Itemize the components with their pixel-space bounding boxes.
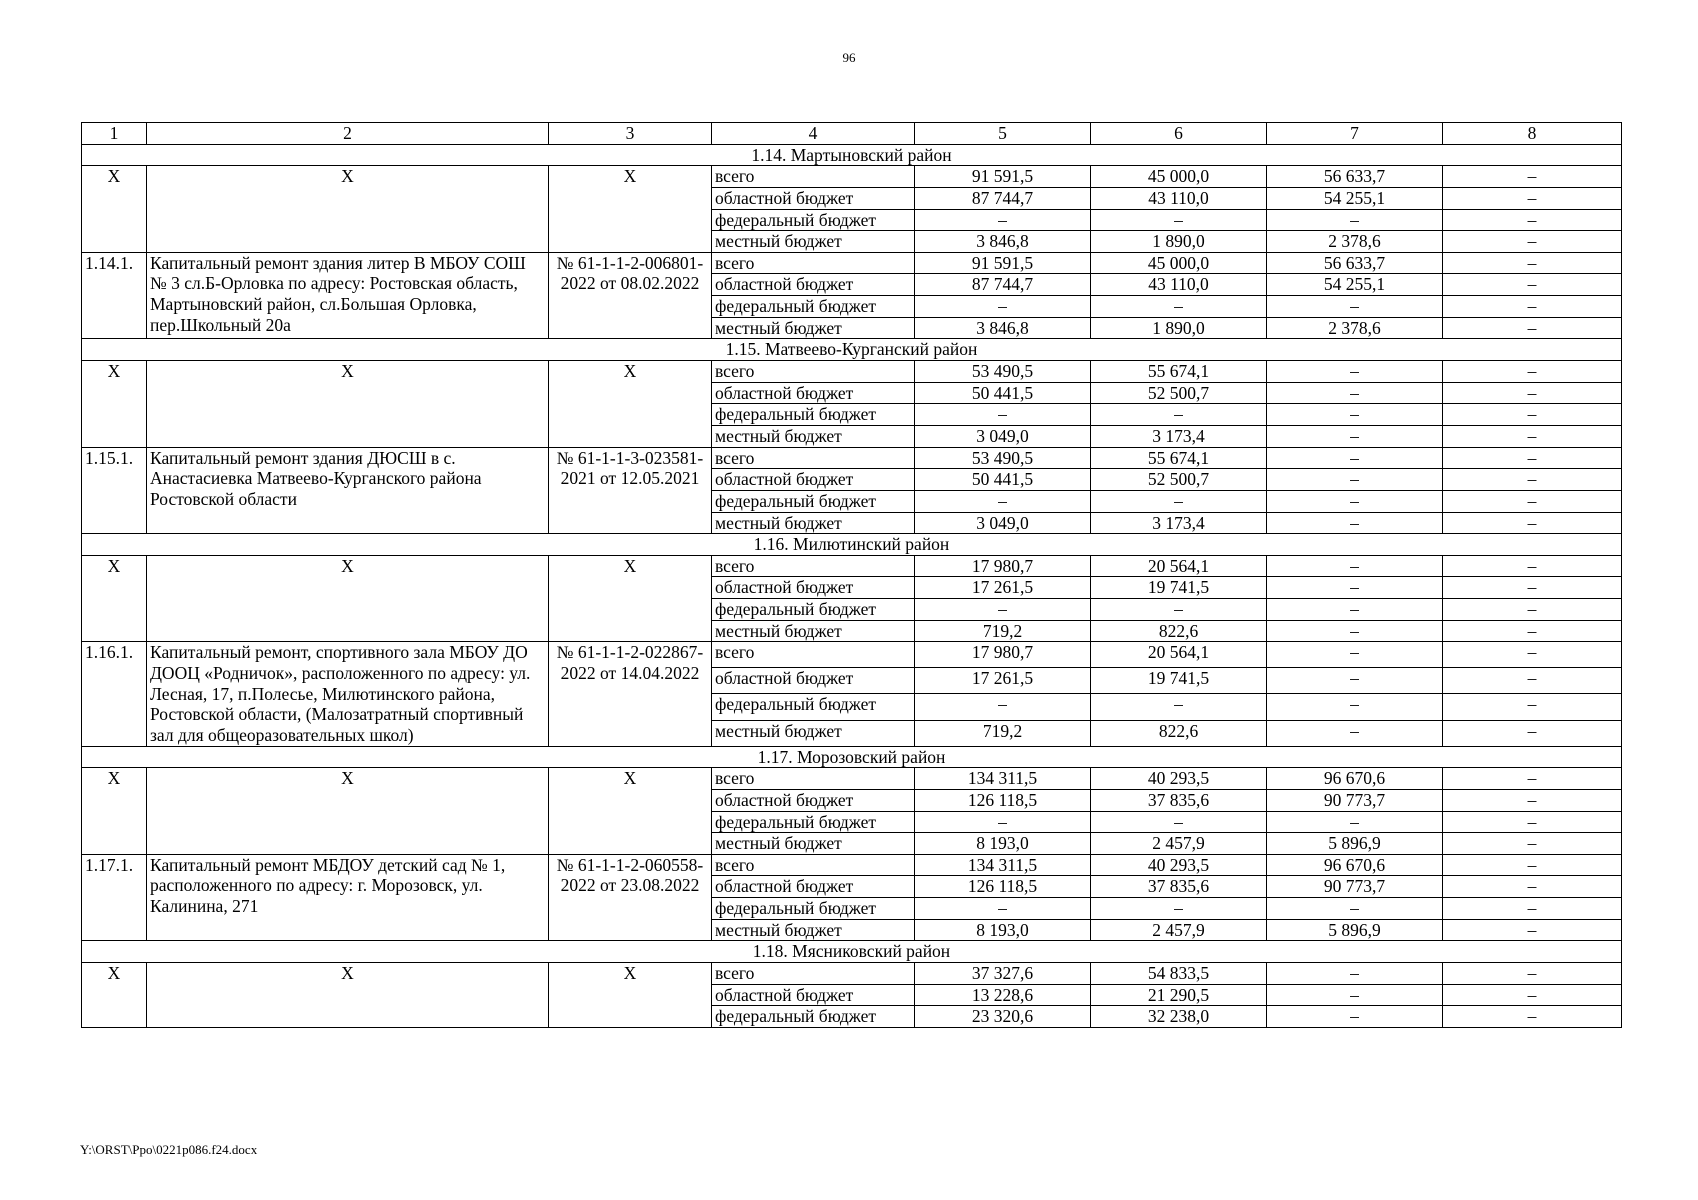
column-header: 7 xyxy=(1267,123,1443,145)
column-header: 1 xyxy=(82,123,147,145)
budget-type-label: федеральный бюджет xyxy=(712,694,915,720)
value-cell: – xyxy=(1267,469,1443,491)
x-mark: Х xyxy=(147,166,549,253)
value-cell: – xyxy=(1267,425,1443,447)
value-cell: – xyxy=(1267,642,1443,668)
value-cell: 17 261,5 xyxy=(915,577,1091,599)
value-cell: 3 049,0 xyxy=(915,512,1091,534)
budget-type-label: федеральный бюджет xyxy=(712,599,915,621)
value-cell: – xyxy=(1267,599,1443,621)
value-cell: – xyxy=(1091,296,1267,318)
budget-type-label: областной бюджет xyxy=(712,577,915,599)
item-document: № 61-1-1-2-006801-2022 от 08.02.2022 xyxy=(549,252,712,339)
budget-type-label: местный бюджет xyxy=(712,317,915,339)
section-header-row xyxy=(82,534,1622,556)
value-cell: – xyxy=(1267,694,1443,720)
value-cell: 37 327,6 xyxy=(915,962,1091,984)
budget-type-label: областной бюджет xyxy=(712,274,915,296)
budget-type-label: местный бюджет xyxy=(712,620,915,642)
value-cell: – xyxy=(1443,187,1622,209)
budget-type-label: всего xyxy=(712,252,915,274)
value-cell: 54 833,5 xyxy=(1091,962,1267,984)
x-mark: Х xyxy=(147,555,549,642)
value-cell: – xyxy=(1443,854,1622,876)
value-cell: 126 118,5 xyxy=(915,876,1091,898)
value-cell: – xyxy=(1267,984,1443,1006)
table-row xyxy=(82,962,1622,984)
value-cell: 1 890,0 xyxy=(1091,231,1267,253)
value-cell: 3 846,8 xyxy=(915,317,1091,339)
value-cell: – xyxy=(1267,512,1443,534)
value-cell: – xyxy=(1443,668,1622,694)
section-header-row xyxy=(82,144,1622,166)
budget-type-label: местный бюджет xyxy=(712,720,915,746)
table-row xyxy=(82,447,1622,469)
value-cell: 43 110,0 xyxy=(1091,187,1267,209)
value-cell: 91 591,5 xyxy=(915,252,1091,274)
value-cell: 5 896,9 xyxy=(1267,919,1443,941)
value-cell: – xyxy=(915,490,1091,512)
value-cell: – xyxy=(1443,512,1622,534)
value-cell: – xyxy=(1443,404,1622,426)
value-cell: – xyxy=(1091,898,1267,920)
value-cell: – xyxy=(1443,209,1622,231)
value-cell: – xyxy=(1091,490,1267,512)
x-mark: Х xyxy=(549,361,712,448)
value-cell: – xyxy=(1443,1006,1622,1028)
value-cell: – xyxy=(1091,599,1267,621)
budget-type-label: федеральный бюджет xyxy=(712,404,915,426)
value-cell: 3 173,4 xyxy=(1091,512,1267,534)
column-header: 2 xyxy=(147,123,549,145)
table-row xyxy=(82,166,1622,188)
value-cell: 45 000,0 xyxy=(1091,166,1267,188)
value-cell: 17 261,5 xyxy=(915,668,1091,694)
budget-type-label: областной бюджет xyxy=(712,469,915,491)
value-cell: 2 457,9 xyxy=(1091,919,1267,941)
value-cell: – xyxy=(1443,833,1622,855)
value-cell: – xyxy=(1267,296,1443,318)
x-mark: Х xyxy=(82,962,147,1027)
budget-type-label: всего xyxy=(712,962,915,984)
value-cell: – xyxy=(1267,361,1443,383)
value-cell: 3 846,8 xyxy=(915,231,1091,253)
x-mark: Х xyxy=(549,555,712,642)
value-cell: – xyxy=(915,209,1091,231)
budget-type-label: всего xyxy=(712,166,915,188)
budget-type-label: областной бюджет xyxy=(712,382,915,404)
section-title: 1.17. Морозовский район xyxy=(82,746,1622,768)
value-cell: – xyxy=(1443,599,1622,621)
value-cell: 50 441,5 xyxy=(915,469,1091,491)
value-cell: – xyxy=(1267,962,1443,984)
value-cell: 52 500,7 xyxy=(1091,469,1267,491)
budget-type-label: местный бюджет xyxy=(712,231,915,253)
budget-type-label: областной бюджет xyxy=(712,668,915,694)
value-cell: – xyxy=(1443,166,1622,188)
value-cell: 32 238,0 xyxy=(1091,1006,1267,1028)
value-cell: 20 564,1 xyxy=(1091,642,1267,668)
value-cell: 54 255,1 xyxy=(1267,187,1443,209)
value-cell: – xyxy=(1091,694,1267,720)
value-cell: – xyxy=(1443,962,1622,984)
item-description: Капитальный ремонт здания ДЮСШ в с. Анастасиевка Матвеево-Курганского района Ростовской области xyxy=(147,447,549,534)
value-cell: – xyxy=(915,898,1091,920)
value-cell: 719,2 xyxy=(915,620,1091,642)
x-mark: Х xyxy=(82,166,147,253)
x-mark: Х xyxy=(147,962,549,1027)
section-title: 1.15. Матвеево-Курганский район xyxy=(82,339,1622,361)
value-cell: 54 255,1 xyxy=(1267,274,1443,296)
budget-type-label: федеральный бюджет xyxy=(712,811,915,833)
value-cell: – xyxy=(1443,317,1622,339)
value-cell: 90 773,7 xyxy=(1267,876,1443,898)
budget-type-label: областной бюджет xyxy=(712,984,915,1006)
value-cell: 719,2 xyxy=(915,720,1091,746)
value-cell: 37 835,6 xyxy=(1091,876,1267,898)
value-cell: – xyxy=(1443,425,1622,447)
value-cell: – xyxy=(1267,447,1443,469)
value-cell: 53 490,5 xyxy=(915,447,1091,469)
header-row xyxy=(82,123,1622,145)
value-cell: – xyxy=(1443,789,1622,811)
x-mark: Х xyxy=(549,962,712,1027)
value-cell: 55 674,1 xyxy=(1091,447,1267,469)
column-header: 4 xyxy=(712,123,915,145)
item-description: Капитальный ремонт здания литер В МБОУ СОШ № 3 сл.Б-Орловка по адресу: Ростовская область, Мартыновский район, сл.Большая Орловка, пер.Школьный 20а xyxy=(147,252,549,339)
x-mark: Х xyxy=(147,768,549,855)
value-cell: 53 490,5 xyxy=(915,361,1091,383)
value-cell: – xyxy=(1443,811,1622,833)
value-cell: – xyxy=(1443,577,1622,599)
item-description: Капитальный ремонт МБДОУ детский сад № 1, расположенного по адресу: г. Морозовск, ул. Калинина, 271 xyxy=(147,854,549,941)
item-document: № 61-1-1-2-060558-2022 от 23.08.2022 xyxy=(549,854,712,941)
value-cell: – xyxy=(1091,209,1267,231)
value-cell: – xyxy=(1443,296,1622,318)
item-document: № 61-1-1-2-022867-2022 от 14.04.2022 xyxy=(549,642,712,746)
value-cell: – xyxy=(1443,984,1622,1006)
budget-type-label: местный бюджет xyxy=(712,919,915,941)
budget-type-label: всего xyxy=(712,555,915,577)
value-cell: 822,6 xyxy=(1091,620,1267,642)
section-header-row xyxy=(82,339,1622,361)
value-cell: 91 591,5 xyxy=(915,166,1091,188)
value-cell: 2 457,9 xyxy=(1091,833,1267,855)
value-cell: 3 049,0 xyxy=(915,425,1091,447)
value-cell: 56 633,7 xyxy=(1267,166,1443,188)
x-mark: Х xyxy=(147,361,549,448)
value-cell: – xyxy=(1267,898,1443,920)
value-cell: – xyxy=(1267,577,1443,599)
budget-type-label: всего xyxy=(712,447,915,469)
item-number: 1.17.1. xyxy=(82,854,147,941)
value-cell: 17 980,7 xyxy=(915,555,1091,577)
value-cell: – xyxy=(1443,876,1622,898)
value-cell: 8 193,0 xyxy=(915,919,1091,941)
value-cell: – xyxy=(1443,490,1622,512)
budget-type-label: местный бюджет xyxy=(712,512,915,534)
value-cell: 3 173,4 xyxy=(1091,425,1267,447)
table-row xyxy=(82,768,1622,790)
section-title: 1.18. Мясниковский район xyxy=(82,941,1622,963)
value-cell: – xyxy=(1091,404,1267,426)
value-cell: – xyxy=(1267,620,1443,642)
x-mark: Х xyxy=(549,768,712,855)
value-cell: 17 980,7 xyxy=(915,642,1091,668)
value-cell: 37 835,6 xyxy=(1091,789,1267,811)
value-cell: 56 633,7 xyxy=(1267,252,1443,274)
value-cell: – xyxy=(1443,361,1622,383)
value-cell: 19 741,5 xyxy=(1091,577,1267,599)
value-cell: – xyxy=(1443,231,1622,253)
value-cell: 23 320,6 xyxy=(915,1006,1091,1028)
budget-type-label: местный бюджет xyxy=(712,833,915,855)
value-cell: – xyxy=(915,811,1091,833)
value-cell: 5 896,9 xyxy=(1267,833,1443,855)
budget-type-label: федеральный бюджет xyxy=(712,296,915,318)
value-cell: 45 000,0 xyxy=(1091,252,1267,274)
x-mark: Х xyxy=(82,768,147,855)
value-cell: 13 228,6 xyxy=(915,984,1091,1006)
budget-type-label: федеральный бюджет xyxy=(712,490,915,512)
value-cell: – xyxy=(1443,720,1622,746)
value-cell: – xyxy=(915,296,1091,318)
budget-type-label: федеральный бюджет xyxy=(712,209,915,231)
value-cell: 822,6 xyxy=(1091,720,1267,746)
table-row xyxy=(82,642,1622,668)
budget-type-label: всего xyxy=(712,642,915,668)
value-cell: 90 773,7 xyxy=(1267,789,1443,811)
value-cell: – xyxy=(1443,469,1622,491)
value-cell: – xyxy=(1267,720,1443,746)
budget-type-label: областной бюджет xyxy=(712,187,915,209)
value-cell: 52 500,7 xyxy=(1091,382,1267,404)
value-cell: – xyxy=(1443,382,1622,404)
x-mark: Х xyxy=(82,361,147,448)
value-cell: – xyxy=(1443,768,1622,790)
budget-type-label: всего xyxy=(712,361,915,383)
item-document: № 61-1-1-3-023581-2021 от 12.05.2021 xyxy=(549,447,712,534)
budget-type-label: областной бюджет xyxy=(712,789,915,811)
value-cell: 43 110,0 xyxy=(1091,274,1267,296)
budget-type-label: всего xyxy=(712,768,915,790)
column-header: 5 xyxy=(915,123,1091,145)
value-cell: 40 293,5 xyxy=(1091,768,1267,790)
value-cell: 40 293,5 xyxy=(1091,854,1267,876)
value-cell: – xyxy=(1267,209,1443,231)
value-cell: 96 670,6 xyxy=(1267,854,1443,876)
value-cell: 87 744,7 xyxy=(915,187,1091,209)
footer-file-path: Y:\ORST\Ppo\0221p086.f24.docx xyxy=(80,1142,258,1157)
table-row xyxy=(82,555,1622,577)
value-cell: – xyxy=(1267,668,1443,694)
value-cell: – xyxy=(1267,811,1443,833)
value-cell: – xyxy=(1267,555,1443,577)
value-cell: – xyxy=(1267,382,1443,404)
item-number: 1.16.1. xyxy=(82,642,147,746)
value-cell: – xyxy=(915,694,1091,720)
section-title: 1.16. Милютинский район xyxy=(82,534,1622,556)
value-cell: 2 378,6 xyxy=(1267,317,1443,339)
value-cell: – xyxy=(1443,919,1622,941)
value-cell: – xyxy=(1267,404,1443,426)
value-cell: 134 311,5 xyxy=(915,854,1091,876)
table-row xyxy=(82,361,1622,383)
item-number: 1.14.1. xyxy=(82,252,147,339)
value-cell: – xyxy=(1267,1006,1443,1028)
value-cell: 19 741,5 xyxy=(1091,668,1267,694)
budget-type-label: областной бюджет xyxy=(712,876,915,898)
value-cell: – xyxy=(1443,447,1622,469)
value-cell: 96 670,6 xyxy=(1267,768,1443,790)
value-cell: 2 378,6 xyxy=(1267,231,1443,253)
value-cell: – xyxy=(915,599,1091,621)
section-header-row xyxy=(82,746,1622,768)
page-number: 96 xyxy=(842,50,856,65)
column-header: 3 xyxy=(549,123,712,145)
value-cell: – xyxy=(1443,274,1622,296)
value-cell: 21 290,5 xyxy=(1091,984,1267,1006)
value-cell: – xyxy=(915,404,1091,426)
item-number: 1.15.1. xyxy=(82,447,147,534)
value-cell: 134 311,5 xyxy=(915,768,1091,790)
column-header: 6 xyxy=(1091,123,1267,145)
value-cell: 8 193,0 xyxy=(915,833,1091,855)
x-mark: Х xyxy=(549,166,712,253)
value-cell: 55 674,1 xyxy=(1091,361,1267,383)
value-cell: – xyxy=(1443,898,1622,920)
table-row xyxy=(82,252,1622,274)
value-cell: 50 441,5 xyxy=(915,382,1091,404)
budget-type-label: федеральный бюджет xyxy=(712,898,915,920)
value-cell: 1 890,0 xyxy=(1091,317,1267,339)
budget-table xyxy=(81,122,1622,1028)
item-description: Капитальный ремонт, спортивного зала МБОУ ДО ДООЦ «Родничок», расположенного по адресу: ул. Лесная, 17, п.Полесье, Милютинского района, Ростовской области, (Малозатратный спортивный зал для общеоразовательных школ) xyxy=(147,642,549,746)
value-cell: – xyxy=(1443,642,1622,668)
table-row xyxy=(82,854,1622,876)
value-cell: 126 118,5 xyxy=(915,789,1091,811)
budget-type-label: местный бюджет xyxy=(712,425,915,447)
value-cell: – xyxy=(1443,252,1622,274)
budget-type-label: всего xyxy=(712,854,915,876)
value-cell: – xyxy=(1267,490,1443,512)
value-cell: – xyxy=(1091,811,1267,833)
section-header-row xyxy=(82,941,1622,963)
x-mark: Х xyxy=(82,555,147,642)
section-title: 1.14. Мартыновский район xyxy=(82,144,1622,166)
column-header: 8 xyxy=(1443,123,1622,145)
value-cell: – xyxy=(1443,694,1622,720)
value-cell: 20 564,1 xyxy=(1091,555,1267,577)
value-cell: – xyxy=(1443,620,1622,642)
value-cell: – xyxy=(1443,555,1622,577)
budget-type-label: федеральный бюджет xyxy=(712,1006,915,1028)
value-cell: 87 744,7 xyxy=(915,274,1091,296)
